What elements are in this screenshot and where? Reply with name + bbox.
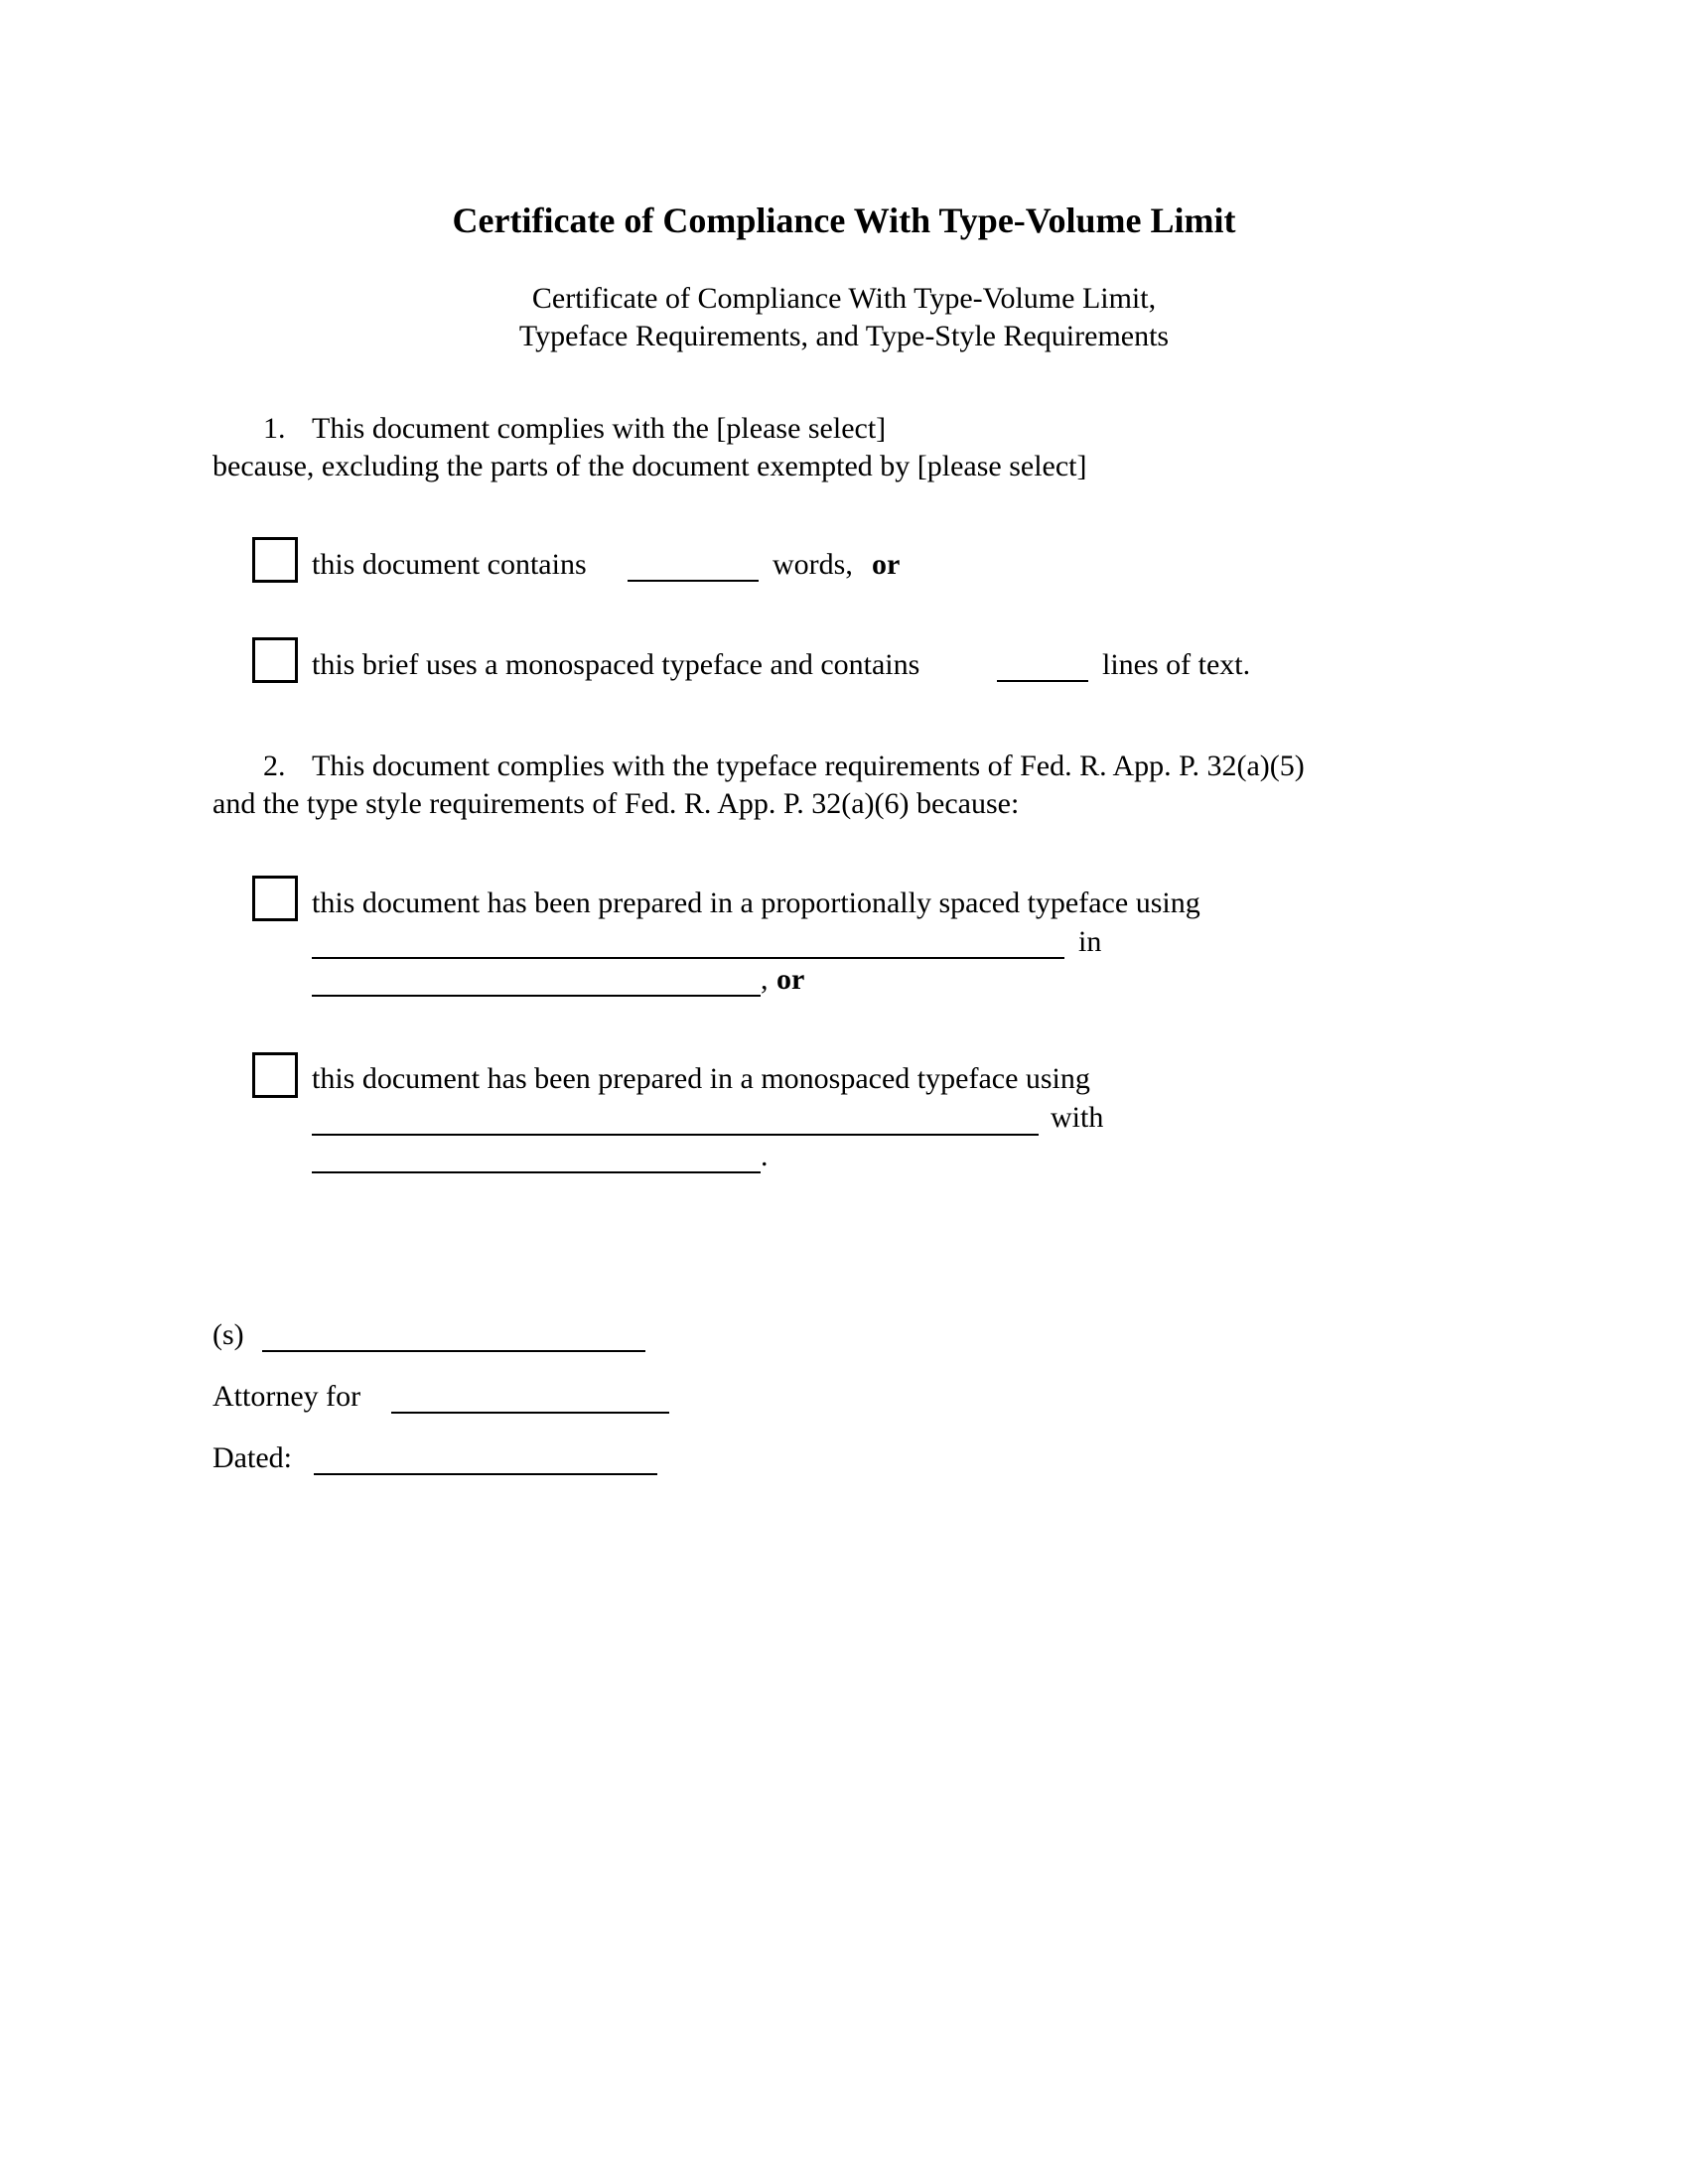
section-2-line-2: and the type style requirements of Fed. R. App. P. 32(a)(6) because: — [212, 787, 1020, 820]
attorney-for-blank[interactable] — [391, 1412, 669, 1414]
monospaced-connector: with — [1051, 1101, 1104, 1134]
option-lines-text: this brief uses a monospaced typeface and contains — [312, 648, 920, 681]
attorney-for-label: Attorney for — [212, 1380, 361, 1413]
word-count-blank[interactable] — [628, 580, 759, 582]
proportional-conjunction: or — [776, 963, 805, 996]
option-words-suffix: words, — [773, 548, 853, 581]
monospaced-period: . — [761, 1140, 769, 1172]
subtitle-line-1: Certificate of Compliance With Type-Volume Limit, — [531, 282, 1157, 315]
option-words-text: this document contains — [312, 548, 587, 581]
section-1-line-1: This document complies with the [please select] — [312, 412, 887, 445]
section-2-line-1: This document complies with the typeface requirements of Fed. R. App. P. 32(a)(5) — [312, 750, 1305, 782]
option-words-conjunction: or — [872, 548, 901, 581]
line-count-blank[interactable] — [997, 680, 1088, 682]
proportional-connector: in — [1078, 925, 1102, 958]
proportional-font-blank[interactable] — [312, 995, 761, 997]
words-count-checkbox[interactable] — [252, 537, 298, 583]
monospaced-typeface-text: this document has been prepared in a monospaced typeface using — [312, 1062, 1090, 1095]
section-2-number: 2. — [263, 750, 286, 782]
proportional-software-blank[interactable] — [312, 957, 1064, 959]
lines-count-checkbox[interactable] — [252, 637, 298, 683]
signature-blank[interactable] — [262, 1350, 645, 1352]
monospaced-software-blank[interactable] — [312, 1134, 1039, 1136]
section-1-number: 1. — [263, 412, 286, 445]
proportional-comma: , — [761, 963, 769, 996]
dated-blank[interactable] — [314, 1473, 657, 1475]
monospaced-typeface-checkbox[interactable] — [252, 1052, 298, 1098]
proportional-typeface-text: this document has been prepared in a proportionally spaced typeface using — [312, 887, 1200, 919]
page-title: Certificate of Compliance With Type-Volume Limit — [452, 201, 1236, 240]
signature-label: (s) — [212, 1318, 244, 1351]
dated-label: Dated: — [212, 1441, 292, 1474]
proportional-typeface-checkbox[interactable] — [252, 876, 298, 921]
option-lines-suffix: lines of text. — [1102, 648, 1251, 681]
subtitle-line-2: Typeface Requirements, and Type-Style Requirements — [518, 320, 1170, 352]
section-1-line-2: because, excluding the parts of the document exempted by [please select] — [212, 450, 1087, 482]
monospaced-characters-blank[interactable] — [312, 1171, 761, 1173]
